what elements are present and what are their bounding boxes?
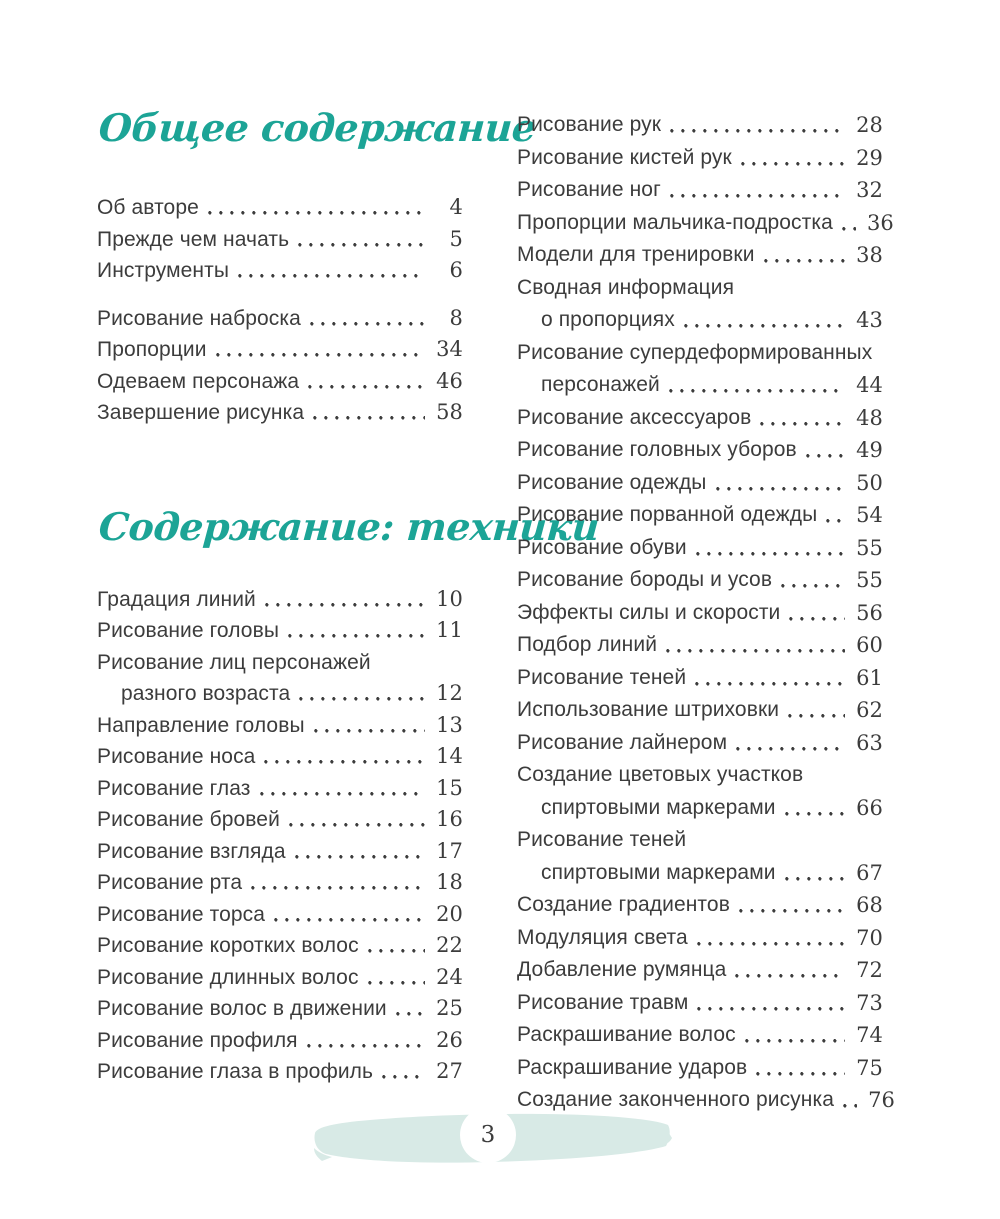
dot-leader (735, 954, 845, 987)
toc-entry-page: 18 (436, 870, 463, 894)
dot-leader (843, 1084, 857, 1117)
toc-entry (97, 1056, 463, 1088)
toc-entry-title: Пропорции мальчика-подростка (517, 210, 833, 234)
dot-leader (666, 629, 845, 662)
dot-leader (288, 615, 425, 647)
toc-entry-title: персонажей (541, 373, 660, 396)
toc-entry-title: Сводная информация (517, 275, 735, 299)
toc-entry-page: 66 (856, 795, 883, 820)
toc-entry-page: 32 (856, 178, 883, 202)
toc-entry-title: Создание законченного рисунка (517, 1088, 834, 1111)
toc-entry (517, 987, 883, 1020)
toc-entry-title: Рисование лиц персонажей (97, 650, 371, 674)
toc-entry (517, 337, 883, 402)
toc-entry-page: 25 (436, 996, 463, 1020)
toc-entry-title: Подбор линий (517, 633, 658, 656)
dot-leader (295, 836, 425, 868)
dot-leader (208, 192, 425, 224)
dot-leader (298, 224, 425, 256)
toc-entry (97, 647, 463, 710)
toc-entry-title: Эффекты силы и скорости (517, 600, 781, 624)
toc-entry (97, 773, 463, 805)
toc-entry (517, 727, 883, 760)
toc-group-techniques-continued (517, 109, 895, 1117)
toc-entry-title: Пропорции (97, 338, 207, 361)
dot-leader (842, 207, 856, 240)
toc-entry-page: 43 (856, 308, 883, 332)
page-number-badge (460, 1107, 516, 1163)
toc-entry (97, 224, 463, 256)
toc-entry (97, 303, 463, 335)
toc-entry (517, 954, 883, 987)
dot-leader (781, 564, 845, 597)
toc-entry (517, 629, 883, 662)
toc-entry-title: Рисование длинных волос (97, 965, 359, 989)
toc-entry-title: Рисование супердеформированных (517, 340, 873, 364)
toc-entry-title: Рисование лайнером (517, 730, 728, 754)
toc-entry-title: Раскрашивание ударов (517, 1055, 748, 1079)
toc-entry-title: Направление головы (97, 713, 305, 737)
toc-entry-page: 61 (856, 665, 883, 690)
toc-entry (97, 962, 463, 994)
toc-entry-page: 28 (856, 113, 883, 137)
dot-leader (697, 922, 845, 955)
dot-leader (299, 678, 425, 710)
toc-entry-title: Рисование рта (97, 871, 243, 894)
dot-leader (788, 694, 845, 727)
dot-leader (806, 434, 845, 467)
toc-entry-page: 13 (436, 712, 463, 737)
toc-entry-page: 36 (866, 210, 894, 235)
toc-entry-page: 73 (856, 990, 883, 1015)
dot-leader (216, 334, 425, 366)
toc-entry (517, 532, 883, 565)
dot-leader (289, 804, 425, 836)
toc-group-techniques (97, 584, 463, 1088)
toc-entry (517, 109, 883, 142)
toc-entry-page: 48 (856, 405, 883, 430)
toc-entry-title: Рисование волос в движении (97, 997, 387, 1020)
toc-entry-title: Рисование наброска (97, 306, 301, 330)
toc-entry-page: 46 (436, 368, 463, 393)
dot-leader (264, 741, 425, 773)
toc-group-general-1 (97, 192, 463, 287)
toc-entry-page: 14 (436, 744, 463, 768)
toc-entry (517, 889, 883, 922)
toc-entry (97, 192, 463, 224)
toc-entry-title: Рисование головных уборов (517, 438, 797, 461)
toc-entry (517, 402, 883, 435)
toc-entry-title: Рисование травм (517, 990, 689, 1014)
toc-entry-page: 22 (436, 933, 463, 957)
toc-entry (97, 741, 463, 773)
section-title-general: Общее содержание (97, 105, 538, 150)
dot-leader (260, 773, 425, 805)
toc-entry-page: 68 (856, 893, 883, 917)
toc-entry-title: Градация линий (97, 587, 256, 611)
toc-entry-title: о пропорциях (541, 308, 675, 331)
toc-entry-page: 70 (856, 925, 883, 950)
toc-entry-page: 24 (436, 964, 463, 989)
toc-entry-page: 63 (856, 730, 883, 755)
dot-leader (368, 962, 425, 994)
toc-entry-page: 75 (856, 1055, 883, 1080)
toc-entry-title: Модели для тренировки (517, 243, 755, 266)
dot-leader (396, 993, 425, 1025)
dot-leader (760, 402, 845, 435)
toc-entry-title: Об авторе (97, 196, 199, 219)
toc-entry-page: 12 (436, 681, 463, 705)
section-title-techniques: Содержание: техники (97, 503, 601, 549)
toc-entry (517, 1019, 883, 1052)
toc-entry-title: Рисование коротких волос (97, 934, 359, 957)
dot-leader (716, 467, 845, 500)
dot-leader (756, 1052, 845, 1085)
toc-entry (517, 174, 883, 207)
dot-leader (238, 255, 425, 287)
toc-entry-page: 74 (856, 1023, 883, 1047)
toc-entry (517, 207, 894, 240)
toc-entry (97, 804, 463, 836)
toc-entry-title: спиртовыми маркерами (541, 795, 776, 819)
toc-entry (517, 239, 883, 272)
dot-leader (368, 930, 425, 962)
toc-entry-title: Рисование бороды и усов (517, 568, 773, 591)
toc-entry-page: 10 (436, 586, 463, 611)
toc-entry-page: 5 (449, 226, 463, 251)
dot-leader (669, 369, 845, 402)
dot-leader (739, 889, 845, 922)
toc-entry (517, 824, 883, 889)
dot-leader (670, 109, 845, 142)
toc-entry-page: 55 (856, 568, 883, 592)
toc-entry (97, 366, 463, 398)
toc-entry (97, 334, 463, 366)
toc-entry (517, 662, 883, 695)
dot-leader (274, 899, 425, 931)
toc-entry-title: Рисование профиля (97, 1028, 298, 1052)
toc-entry-title: Рисование рук (517, 113, 662, 136)
toc-entry-page: 34 (436, 337, 463, 361)
toc-entry-title: Одеваем персонажа (97, 369, 300, 393)
toc-entry-title: Использование штриховки (517, 698, 780, 721)
dot-leader (789, 597, 845, 630)
toc-entry-title: разного возраста (121, 682, 291, 705)
dot-leader (251, 867, 425, 899)
dot-leader (764, 239, 845, 272)
toc-entry-page: 72 (856, 958, 883, 982)
toc-entry-page: 6 (449, 258, 463, 282)
toc-entry-title: Рисование теней (517, 665, 687, 689)
dot-leader (382, 1056, 425, 1088)
toc-entry (97, 993, 463, 1025)
toc-entry-page: 11 (436, 618, 463, 642)
toc-entry-page: 56 (856, 600, 883, 625)
toc-entry-page: 17 (436, 838, 463, 863)
toc-entry-page: 60 (856, 633, 883, 657)
toc-entry-page: 16 (436, 807, 463, 831)
toc-entry-page: 26 (436, 1027, 463, 1052)
toc-entry (517, 922, 883, 955)
dot-leader (741, 142, 845, 175)
toc-entry-title: Создание градиентов (517, 893, 730, 916)
toc-entry-title: Рисование носа (97, 745, 256, 768)
toc-entry-title: Рисование торса (97, 902, 266, 926)
toc-entry-title: Рисование порванной одежды (517, 503, 818, 526)
toc-entry-page: 54 (856, 503, 883, 527)
toc-entry-page: 76 (868, 1088, 895, 1112)
dot-leader (785, 857, 845, 890)
dot-leader (736, 727, 845, 760)
toc-entry-page: 62 (856, 698, 883, 722)
toc-entry-page: 8 (449, 305, 463, 330)
toc-entry (97, 584, 463, 616)
toc-entry-page: 67 (856, 860, 883, 885)
toc-group-general-2 (97, 303, 463, 429)
dot-leader (670, 174, 845, 207)
toc-entry (97, 710, 463, 742)
toc-entry-title: спиртовыми маркерами (541, 860, 776, 884)
dot-leader (785, 792, 845, 825)
toc-entry (517, 142, 883, 175)
toc-entry-title: Модуляция света (517, 925, 688, 949)
toc-entry-page: 20 (436, 901, 463, 926)
toc-column-right (517, 109, 895, 1117)
toc-entry (97, 255, 463, 287)
toc-entry-title: Рисование теней (517, 828, 687, 851)
toc-entry (97, 836, 463, 868)
toc-entry-title: Рисование взгляда (97, 839, 286, 863)
dot-leader (745, 1019, 845, 1052)
toc-entry-title: Рисование глаз (97, 776, 251, 800)
dot-leader (307, 1025, 425, 1057)
toc-entry-page: 44 (856, 373, 883, 397)
toc-entry-title: Завершение рисунка (97, 401, 305, 424)
toc-entry-page: 55 (856, 535, 883, 560)
page-number: 3 (480, 1122, 496, 1148)
dot-leader (314, 710, 425, 742)
dot-leader (695, 662, 845, 695)
toc-entry (517, 759, 883, 824)
footer-brushstroke (308, 1108, 676, 1170)
toc-entry (97, 615, 463, 647)
toc-entry-title: Рисование головы (97, 619, 280, 642)
toc-entry (517, 564, 883, 597)
toc-entry-page: 58 (436, 400, 463, 424)
toc-entry (517, 597, 883, 630)
dot-leader (313, 397, 425, 429)
toc-entry-title: Создание цветовых участков (517, 763, 804, 786)
dot-leader (310, 303, 425, 335)
toc-entry-title: Рисование глаза в профиль (97, 1060, 374, 1083)
dot-leader (826, 499, 845, 532)
toc-entry-title: Рисование обуви (517, 535, 687, 559)
toc-entry-title: Добавление румянца (517, 958, 727, 981)
toc-entry-page: 27 (436, 1059, 463, 1083)
dot-leader (265, 584, 425, 616)
dot-leader (308, 366, 425, 398)
toc-entry (517, 694, 883, 727)
dot-leader (684, 304, 845, 337)
toc-entry-title: Рисование ног (517, 178, 661, 201)
toc-entry (97, 867, 463, 899)
toc-entry-title: Рисование бровей (97, 808, 280, 831)
toc-entry (517, 499, 883, 532)
toc-entry (97, 930, 463, 962)
toc-entry (517, 434, 883, 467)
toc-entry-page: 29 (856, 145, 883, 170)
toc-entry-title: Рисование аксессуаров (517, 405, 752, 429)
toc-entry (517, 1052, 883, 1085)
toc-entry-title: Рисование кистей рук (517, 145, 732, 169)
toc-entry-page: 49 (856, 438, 883, 462)
toc-entry (517, 467, 883, 500)
toc-entry-page: 50 (856, 470, 883, 495)
toc-entry-title: Прежде чем начать (97, 227, 290, 251)
dot-leader (697, 987, 845, 1020)
toc-entry-page: 15 (436, 775, 463, 800)
dot-leader (696, 532, 845, 565)
toc-entry (97, 1025, 463, 1057)
toc-entry-title: Инструменты (97, 259, 230, 282)
toc-entry (97, 899, 463, 931)
toc-entry (97, 397, 463, 429)
toc-entry-page: 38 (856, 243, 883, 267)
toc-entry-title: Раскрашивание волос (517, 1023, 736, 1046)
toc-entry (517, 272, 883, 337)
toc-entry-title: Рисование одежды (517, 470, 707, 494)
toc-entry-page: 4 (449, 195, 463, 219)
